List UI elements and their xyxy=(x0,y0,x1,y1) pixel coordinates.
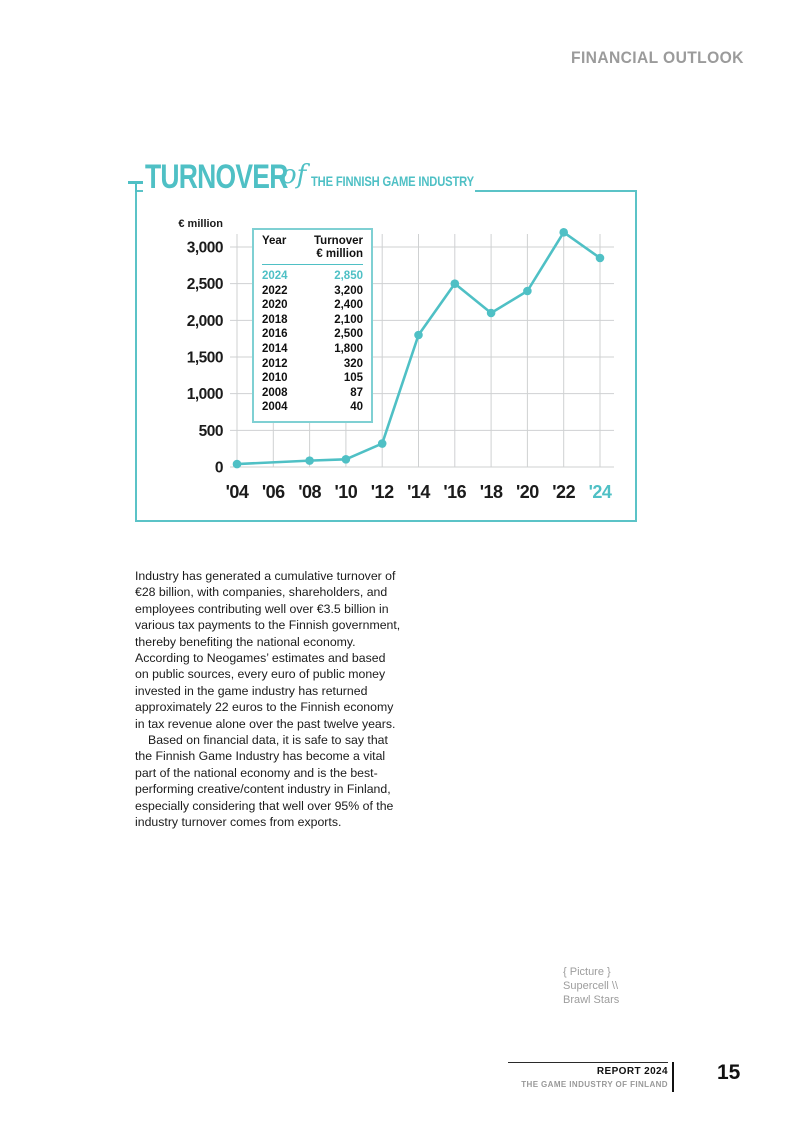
table-row xyxy=(262,284,363,299)
svg-text:1,000: 1,000 xyxy=(186,386,223,404)
table-row xyxy=(262,313,363,328)
table-cell-year: 2018 xyxy=(262,313,288,326)
table-cell-turnover: 2,500 xyxy=(334,328,363,341)
table-cell-year: 2014 xyxy=(262,342,288,355)
svg-text:'04: '04 xyxy=(225,482,249,502)
table-row xyxy=(262,269,363,284)
chart-title-sub: THE FINNISH GAME INDUSTRY xyxy=(311,173,474,189)
footer-text xyxy=(521,1066,668,1089)
footer-report-label: REPORT 2024 xyxy=(596,1066,668,1077)
table-cell-turnover: 2,100 xyxy=(334,313,363,326)
table-row xyxy=(262,298,363,313)
table-cell-turnover: 320 xyxy=(343,357,363,370)
svg-text:500: 500 xyxy=(198,422,223,440)
table-header xyxy=(262,235,363,265)
turnover-data-table xyxy=(252,228,373,423)
table-cell-turnover: 2,850 xyxy=(334,270,363,282)
svg-text:2,000: 2,000 xyxy=(186,312,223,330)
table-cell-turnover: 87 xyxy=(350,386,363,399)
svg-text:'24: '24 xyxy=(588,482,612,502)
picture-credit-line: Brawl Stars xyxy=(563,994,620,1006)
table-row xyxy=(262,400,363,415)
table-cell-year: 2012 xyxy=(262,357,288,370)
footer-org-label: THE GAME INDUSTRY OF FINLAND xyxy=(521,1080,668,1089)
chart-title-main: TURNOVER xyxy=(145,158,288,196)
turnover-line-chart xyxy=(137,192,635,520)
table-row xyxy=(262,342,363,357)
svg-text:'18: '18 xyxy=(479,482,503,502)
table-row xyxy=(262,371,363,386)
svg-text:'16: '16 xyxy=(443,482,467,502)
svg-text:2,500: 2,500 xyxy=(186,276,223,294)
page-number: 15 xyxy=(717,1061,741,1084)
footer-divider xyxy=(672,1062,674,1092)
table-cell-year: 2024 xyxy=(262,270,288,282)
table-row xyxy=(262,386,363,401)
table-cell-turnover: 40 xyxy=(350,401,363,414)
table-cell-turnover: 3,200 xyxy=(334,284,363,297)
svg-text:'08: '08 xyxy=(298,482,322,502)
picture-credit-line: { Picture } xyxy=(563,966,611,978)
chart-title xyxy=(143,158,475,196)
table-cell-turnover: 2,400 xyxy=(334,299,363,312)
table-cell-year: 2004 xyxy=(262,401,288,414)
svg-text:0: 0 xyxy=(214,459,223,477)
turnover-chart-frame xyxy=(135,190,637,522)
table-row xyxy=(262,357,363,372)
svg-text:3,000: 3,000 xyxy=(186,239,223,257)
body-copy xyxy=(135,568,401,831)
running-header: FINANCIAL OUTLOOK xyxy=(571,48,744,67)
table-header-year: Year xyxy=(262,235,287,247)
table-cell-year: 2008 xyxy=(262,386,288,399)
svg-text:'10: '10 xyxy=(334,482,358,502)
table-cell-year: 2010 xyxy=(262,372,288,385)
y-axis-unit-label: € million xyxy=(178,218,223,230)
footer-rule xyxy=(508,1062,668,1063)
picture-credit-line: Supercell \\ xyxy=(563,980,619,992)
picture-credit xyxy=(563,965,619,1007)
table-cell-turnover: 105 xyxy=(343,372,363,385)
svg-text:1,500: 1,500 xyxy=(186,349,223,367)
svg-text:'22: '22 xyxy=(552,482,576,502)
table-cell-turnover: 1,800 xyxy=(334,342,363,355)
table-cell-year: 2022 xyxy=(262,284,288,297)
table-body xyxy=(262,269,363,415)
svg-text:'12: '12 xyxy=(370,482,394,502)
svg-text:'06: '06 xyxy=(261,482,285,502)
svg-text:'14: '14 xyxy=(407,482,430,502)
svg-text:'20: '20 xyxy=(515,482,539,502)
body-paragraph-2: Based on financial data, it is safe to say that the Finnish Game Industry has become a vital part of the national economy and is the best-performing creative/content industry in Finland, especially considering that well over 95% of the industry turnover comes from exports. xyxy=(135,733,394,830)
table-cell-year: 2020 xyxy=(262,299,288,312)
title-dash-connector xyxy=(135,181,137,192)
x-axis-ticks xyxy=(226,482,612,502)
chart-title-script: of xyxy=(281,160,307,190)
table-cell-year: 2016 xyxy=(262,328,288,341)
body-paragraph-1: Industry has generated a cumulative turnover of €28 billion, with companies, shareholders, and employees contributing well over €3.5 billion in various tax payments to the Finnish government, thereby benefiting the national economy. According to Neogames’ estimates and based on public sources, every euro of public money invested in the game industry has returned approximately 22 euros to the Finnish economy in tax revenue alone over the past twelve years. xyxy=(135,569,401,731)
table-row xyxy=(262,327,363,342)
table-header-turnover: Turnover € million xyxy=(314,235,363,260)
y-axis-ticks xyxy=(178,218,223,477)
